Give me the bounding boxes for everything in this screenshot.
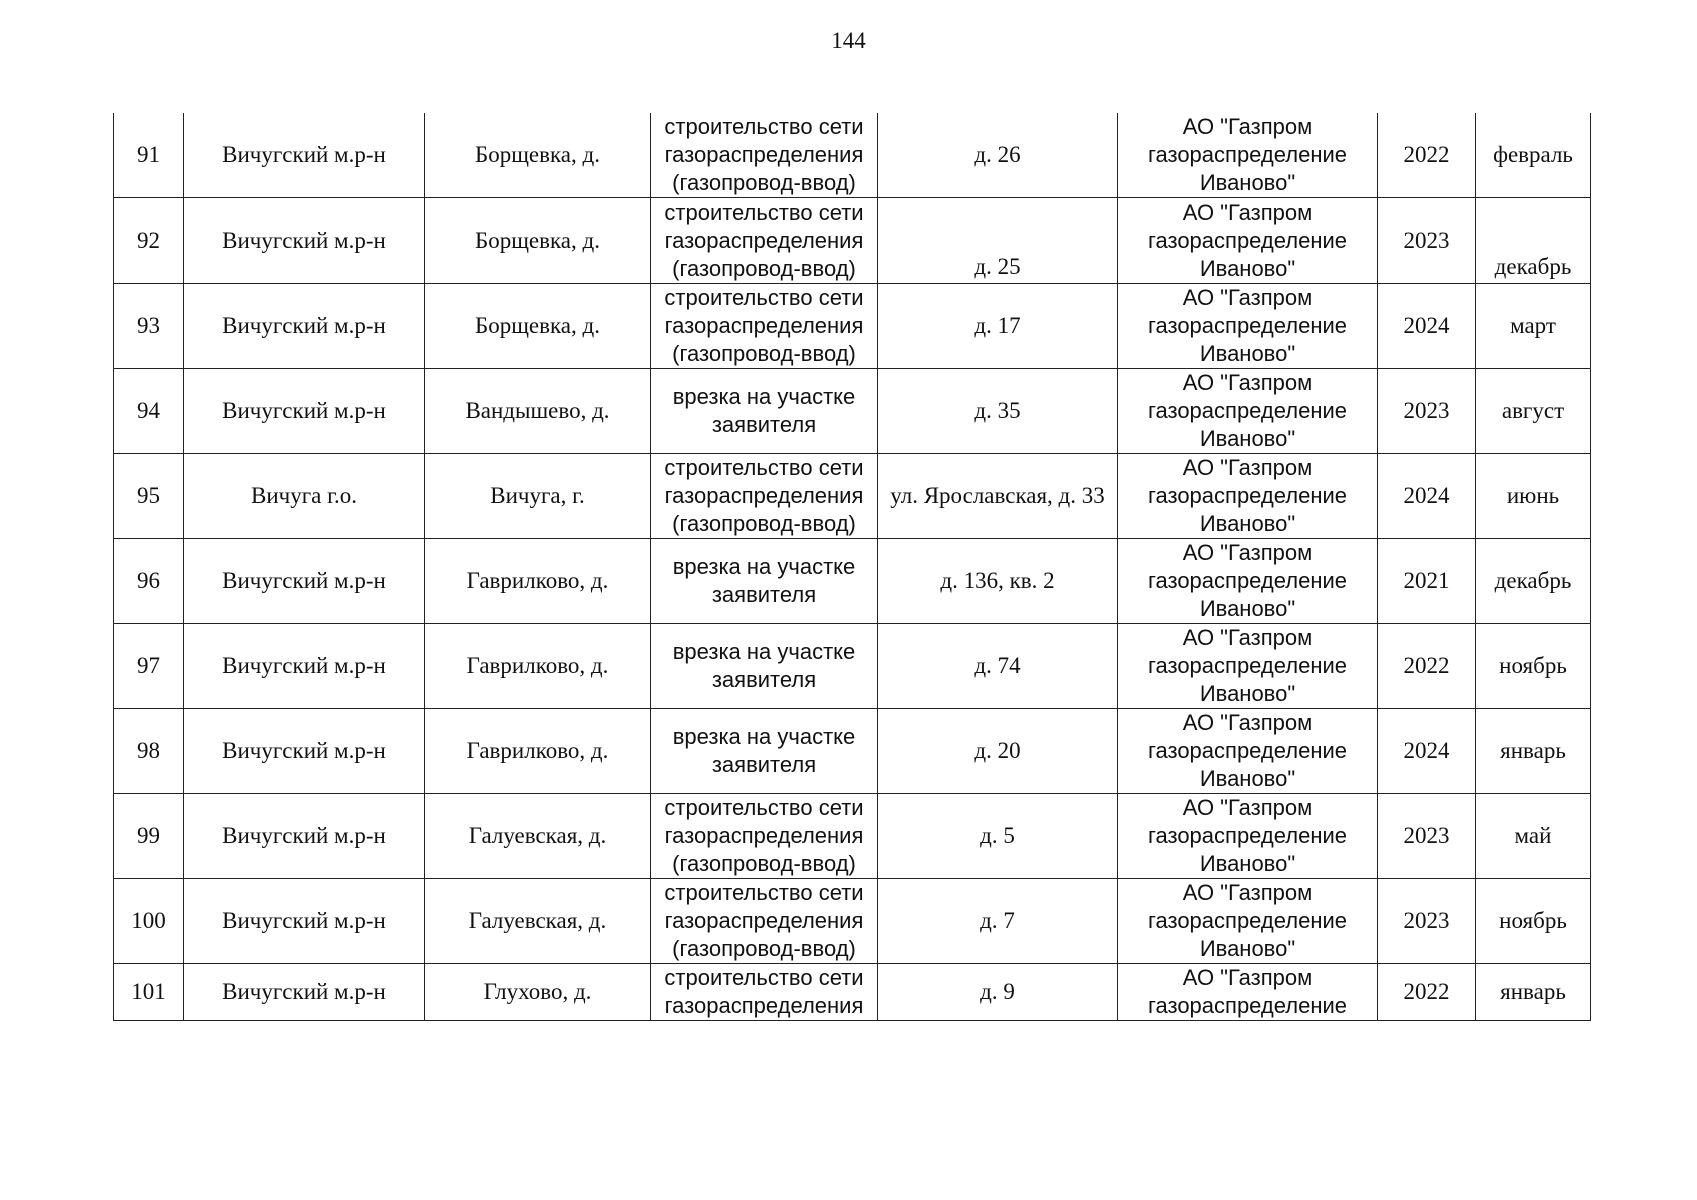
row-number-cell: 94 (114, 369, 184, 454)
district-cell: Вичугский м.р-н (184, 539, 425, 624)
month-cell: декабрь (1476, 198, 1591, 284)
locality-cell: Гаврилково, д. (425, 709, 651, 794)
year-cell: 2022 (1378, 624, 1476, 709)
locality-cell: Гаврилково, д. (425, 539, 651, 624)
organization-cell: АО "Газпром газораспределение Иваново" (1118, 709, 1378, 794)
row-number-cell: 91 (114, 113, 184, 198)
organization-cell: АО "Газпром газораспределение Иваново" (1118, 454, 1378, 539)
year-cell: 2023 (1378, 198, 1476, 284)
month-cell: ноябрь (1476, 624, 1591, 709)
locality-cell: Борщевка, д. (425, 284, 651, 369)
gasification-schedule-table (113, 113, 1591, 1021)
organization-cell: АО "Газпром газораспределение (1118, 964, 1378, 1021)
table-row (114, 709, 1591, 794)
address-cell: д. 74 (878, 624, 1118, 709)
table-row (114, 284, 1591, 369)
work-type-cell: врезка на участке заявителя (651, 369, 878, 454)
table-row (114, 624, 1591, 709)
table-row (114, 794, 1591, 879)
month-cell: декабрь (1476, 539, 1591, 624)
work-type-cell: строительство сети газораспределения (газопровод-ввод) (651, 454, 878, 539)
page-number: 144 (831, 28, 866, 53)
work-type-cell: строительство сети газораспределения (газопровод-ввод) (651, 284, 878, 369)
district-cell: Вичугский м.р-н (184, 369, 425, 454)
organization-cell: АО "Газпром газораспределение Иваново" (1118, 284, 1378, 369)
organization-cell: АО "Газпром газораспределение Иваново" (1118, 198, 1378, 284)
organization-cell: АО "Газпром газораспределение Иваново" (1118, 794, 1378, 879)
address-cell: д. 26 (878, 113, 1118, 198)
row-number-cell: 99 (114, 794, 184, 879)
locality-cell: Гаврилково, д. (425, 624, 651, 709)
row-number-cell: 95 (114, 454, 184, 539)
district-cell: Вичугский м.р-н (184, 624, 425, 709)
work-type-cell: врезка на участке заявителя (651, 539, 878, 624)
table-row (114, 198, 1591, 284)
address-cell: ул. Ярославская, д. 33 (878, 454, 1118, 539)
row-number-cell: 100 (114, 879, 184, 964)
district-cell: Вичугский м.р-н (184, 794, 425, 879)
work-type-cell: строительство сети газораспределения (газопровод-ввод) (651, 113, 878, 198)
row-number-cell: 98 (114, 709, 184, 794)
table-row (114, 454, 1591, 539)
district-cell: Вичугский м.р-н (184, 709, 425, 794)
table-row (114, 879, 1591, 964)
address-cell: д. 9 (878, 964, 1118, 1021)
month-cell: ноябрь (1476, 879, 1591, 964)
district-cell: Вичугский м.р-н (184, 113, 425, 198)
locality-cell: Галуевская, д. (425, 794, 651, 879)
month-cell: июнь (1476, 454, 1591, 539)
year-cell: 2022 (1378, 113, 1476, 198)
address-cell: д. 136, кв. 2 (878, 539, 1118, 624)
organization-cell: АО "Газпром газораспределение Иваново" (1118, 113, 1378, 198)
month-cell: май (1476, 794, 1591, 879)
row-number-cell: 92 (114, 198, 184, 284)
work-type-cell: врезка на участке заявителя (651, 624, 878, 709)
year-cell: 2024 (1378, 454, 1476, 539)
year-cell: 2023 (1378, 879, 1476, 964)
district-cell: Вичугский м.р-н (184, 964, 425, 1021)
locality-cell: Вандышево, д. (425, 369, 651, 454)
work-type-cell: строительство сети газораспределения (651, 964, 878, 1021)
organization-cell: АО "Газпром газораспределение Иваново" (1118, 539, 1378, 624)
district-cell: Вичугский м.р-н (184, 198, 425, 284)
locality-cell: Галуевская, д. (425, 879, 651, 964)
year-cell: 2024 (1378, 709, 1476, 794)
year-cell: 2021 (1378, 539, 1476, 624)
year-cell: 2023 (1378, 794, 1476, 879)
work-type-cell: строительство сети газораспределения (газопровод-ввод) (651, 879, 878, 964)
organization-cell: АО "Газпром газораспределение Иваново" (1118, 369, 1378, 454)
district-cell: Вичугский м.р-н (184, 284, 425, 369)
district-cell: Вичугский м.р-н (184, 879, 425, 964)
locality-cell: Глухово, д. (425, 964, 651, 1021)
work-type-cell: врезка на участке заявителя (651, 709, 878, 794)
address-cell: д. 25 (878, 198, 1118, 284)
year-cell: 2022 (1378, 964, 1476, 1021)
table-row (114, 539, 1591, 624)
table-row (114, 113, 1591, 198)
address-cell: д. 5 (878, 794, 1118, 879)
address-cell: д. 17 (878, 284, 1118, 369)
table-row (114, 369, 1591, 454)
locality-cell: Борщевка, д. (425, 113, 651, 198)
row-number-cell: 101 (114, 964, 184, 1021)
organization-cell: АО "Газпром газораспределение Иваново" (1118, 624, 1378, 709)
address-cell: д. 35 (878, 369, 1118, 454)
year-cell: 2023 (1378, 369, 1476, 454)
year-cell: 2024 (1378, 284, 1476, 369)
table-row (114, 964, 1591, 1021)
locality-cell: Борщевка, д. (425, 198, 651, 284)
row-number-cell: 97 (114, 624, 184, 709)
row-number-cell: 93 (114, 284, 184, 369)
month-cell: август (1476, 369, 1591, 454)
row-number-cell: 96 (114, 539, 184, 624)
district-cell: Вичуга г.о. (184, 454, 425, 539)
month-cell: январь (1476, 709, 1591, 794)
month-cell: март (1476, 284, 1591, 369)
address-cell: д. 20 (878, 709, 1118, 794)
organization-cell: АО "Газпром газораспределение Иваново" (1118, 879, 1378, 964)
work-type-cell: строительство сети газораспределения (газопровод-ввод) (651, 794, 878, 879)
work-type-cell: строительство сети газораспределения (газопровод-ввод) (651, 198, 878, 284)
month-cell: январь (1476, 964, 1591, 1021)
month-cell: февраль (1476, 113, 1591, 198)
locality-cell: Вичуга, г. (425, 454, 651, 539)
address-cell: д. 7 (878, 879, 1118, 964)
